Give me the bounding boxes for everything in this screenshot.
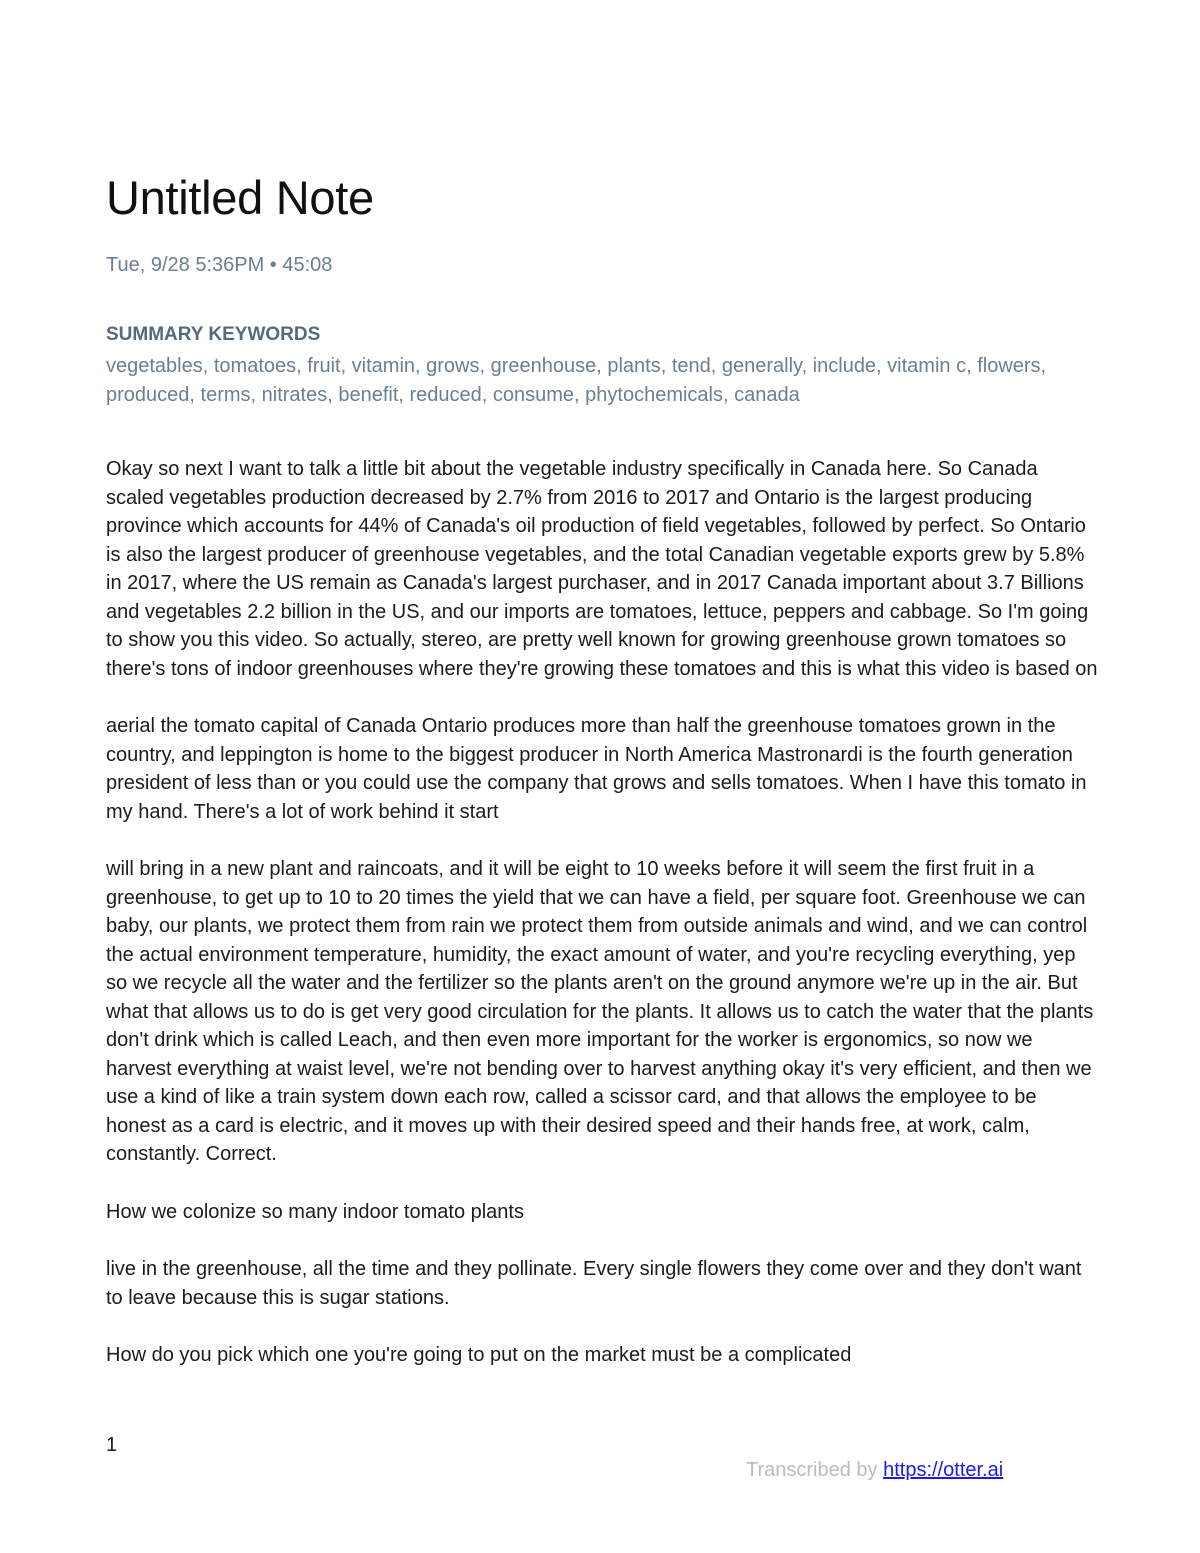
summary-keywords-list: vegetables, tomatoes, fruit, vitamin, grows, greenhouse, plants, tend, generally, include, vitamin c, flowers, produced, terms, nitrates, benefit, reduced, consume, phytochemicals, canada bbox=[106, 355, 1047, 406]
transcript-body bbox=[106, 455, 1101, 1399]
transcript-paragraph: aerial the tomato capital of Canada Ontario produces more than half the greenhouse tomatoes grown in the country, and leppington is home to the biggest producer in North America Mastronardi is the fourth generation president of less than or you could use the company that grows and sells tomatoes. When I have this tomato in my hand. There's a lot of work behind it start bbox=[106, 715, 1087, 823]
transcript-paragraph: How we colonize so many indoor tomato plants bbox=[106, 1200, 524, 1223]
note-meta-date-duration: Tue, 9/28 5:36PM • 45:08 bbox=[106, 254, 333, 276]
transcript-paragraph: live in the greenhouse, all the time and they pollinate. Every single flowers they come over and they don't want to leave because this is sugar stations. bbox=[106, 1258, 1082, 1309]
transcribed-by-footer bbox=[746, 1459, 1003, 1482]
transcript-paragraph: Okay so next I want to talk a little bit about the vegetable industry specifically in Canada here. So Canada scaled vegetables production decreased by 2.7% from 2016 to 2017 and Ontario is the largest producing province which accounts for 44% of Canada's oil production of field vegetables, followed by perfect. So Ontario is also the largest producer of greenhouse vegetables, and the total Canadian vegetable exports grew by 5.8% in 2017, where the US remain as Canada's largest purchaser, and in 2017 Canada important about 3.7 Billions and vegetables 2.2 billion in the US, and our imports are tomatoes, lettuce, peppers and cabbage. So I'm going to show you this video. So actually, stereo, are pretty well known for growing greenhouse grown tomatoes so there's tons of indoor greenhouses where they're growing these tomatoes and this is what this video is based on bbox=[106, 458, 1098, 680]
transcript-paragraph: will bring in a new plant and raincoats, and it will be eight to 10 weeks before it will seem the first fruit in a greenhouse, to get up to 10 to 20 times the yield that we can have a field, per square foot. Greenhouse we can baby, our plants, we protect them from rain we protect them from outside animals and wind, and we can control the actual environment temperature, humidity, the exact amount of water, and you're recycling everything, yep so we recycle all the water and the fertilizer so the plants aren't on the ground anymore we're up in the air. But what that allows us to do is get very good circulation for the plants. It allows us to catch the water that the plants don't drink which is called Leach, and then even more important for the worker is ergonomics, so now we harvest everything at waist level, we're not bending over to harvest anything okay it's very efficient, and then we use a kind of like a train system down each row, called a scissor card, and that allows the employee to be honest as a card is electric, and it moves up with their desired speed and their hands free, at work, calm, constantly. Correct. bbox=[106, 858, 1094, 1165]
page-number: 1 bbox=[106, 1434, 118, 1456]
transcript-paragraph: How do you pick which one you're going to put on the market must be a complicated bbox=[106, 1344, 852, 1366]
summary-keywords-heading: SUMMARY KEYWORDS bbox=[106, 324, 321, 345]
otter-link[interactable]: https://otter.ai bbox=[883, 1459, 1004, 1481]
note-title: Untitled Note bbox=[106, 171, 374, 224]
footer-prefix: Transcribed by bbox=[746, 1459, 878, 1481]
